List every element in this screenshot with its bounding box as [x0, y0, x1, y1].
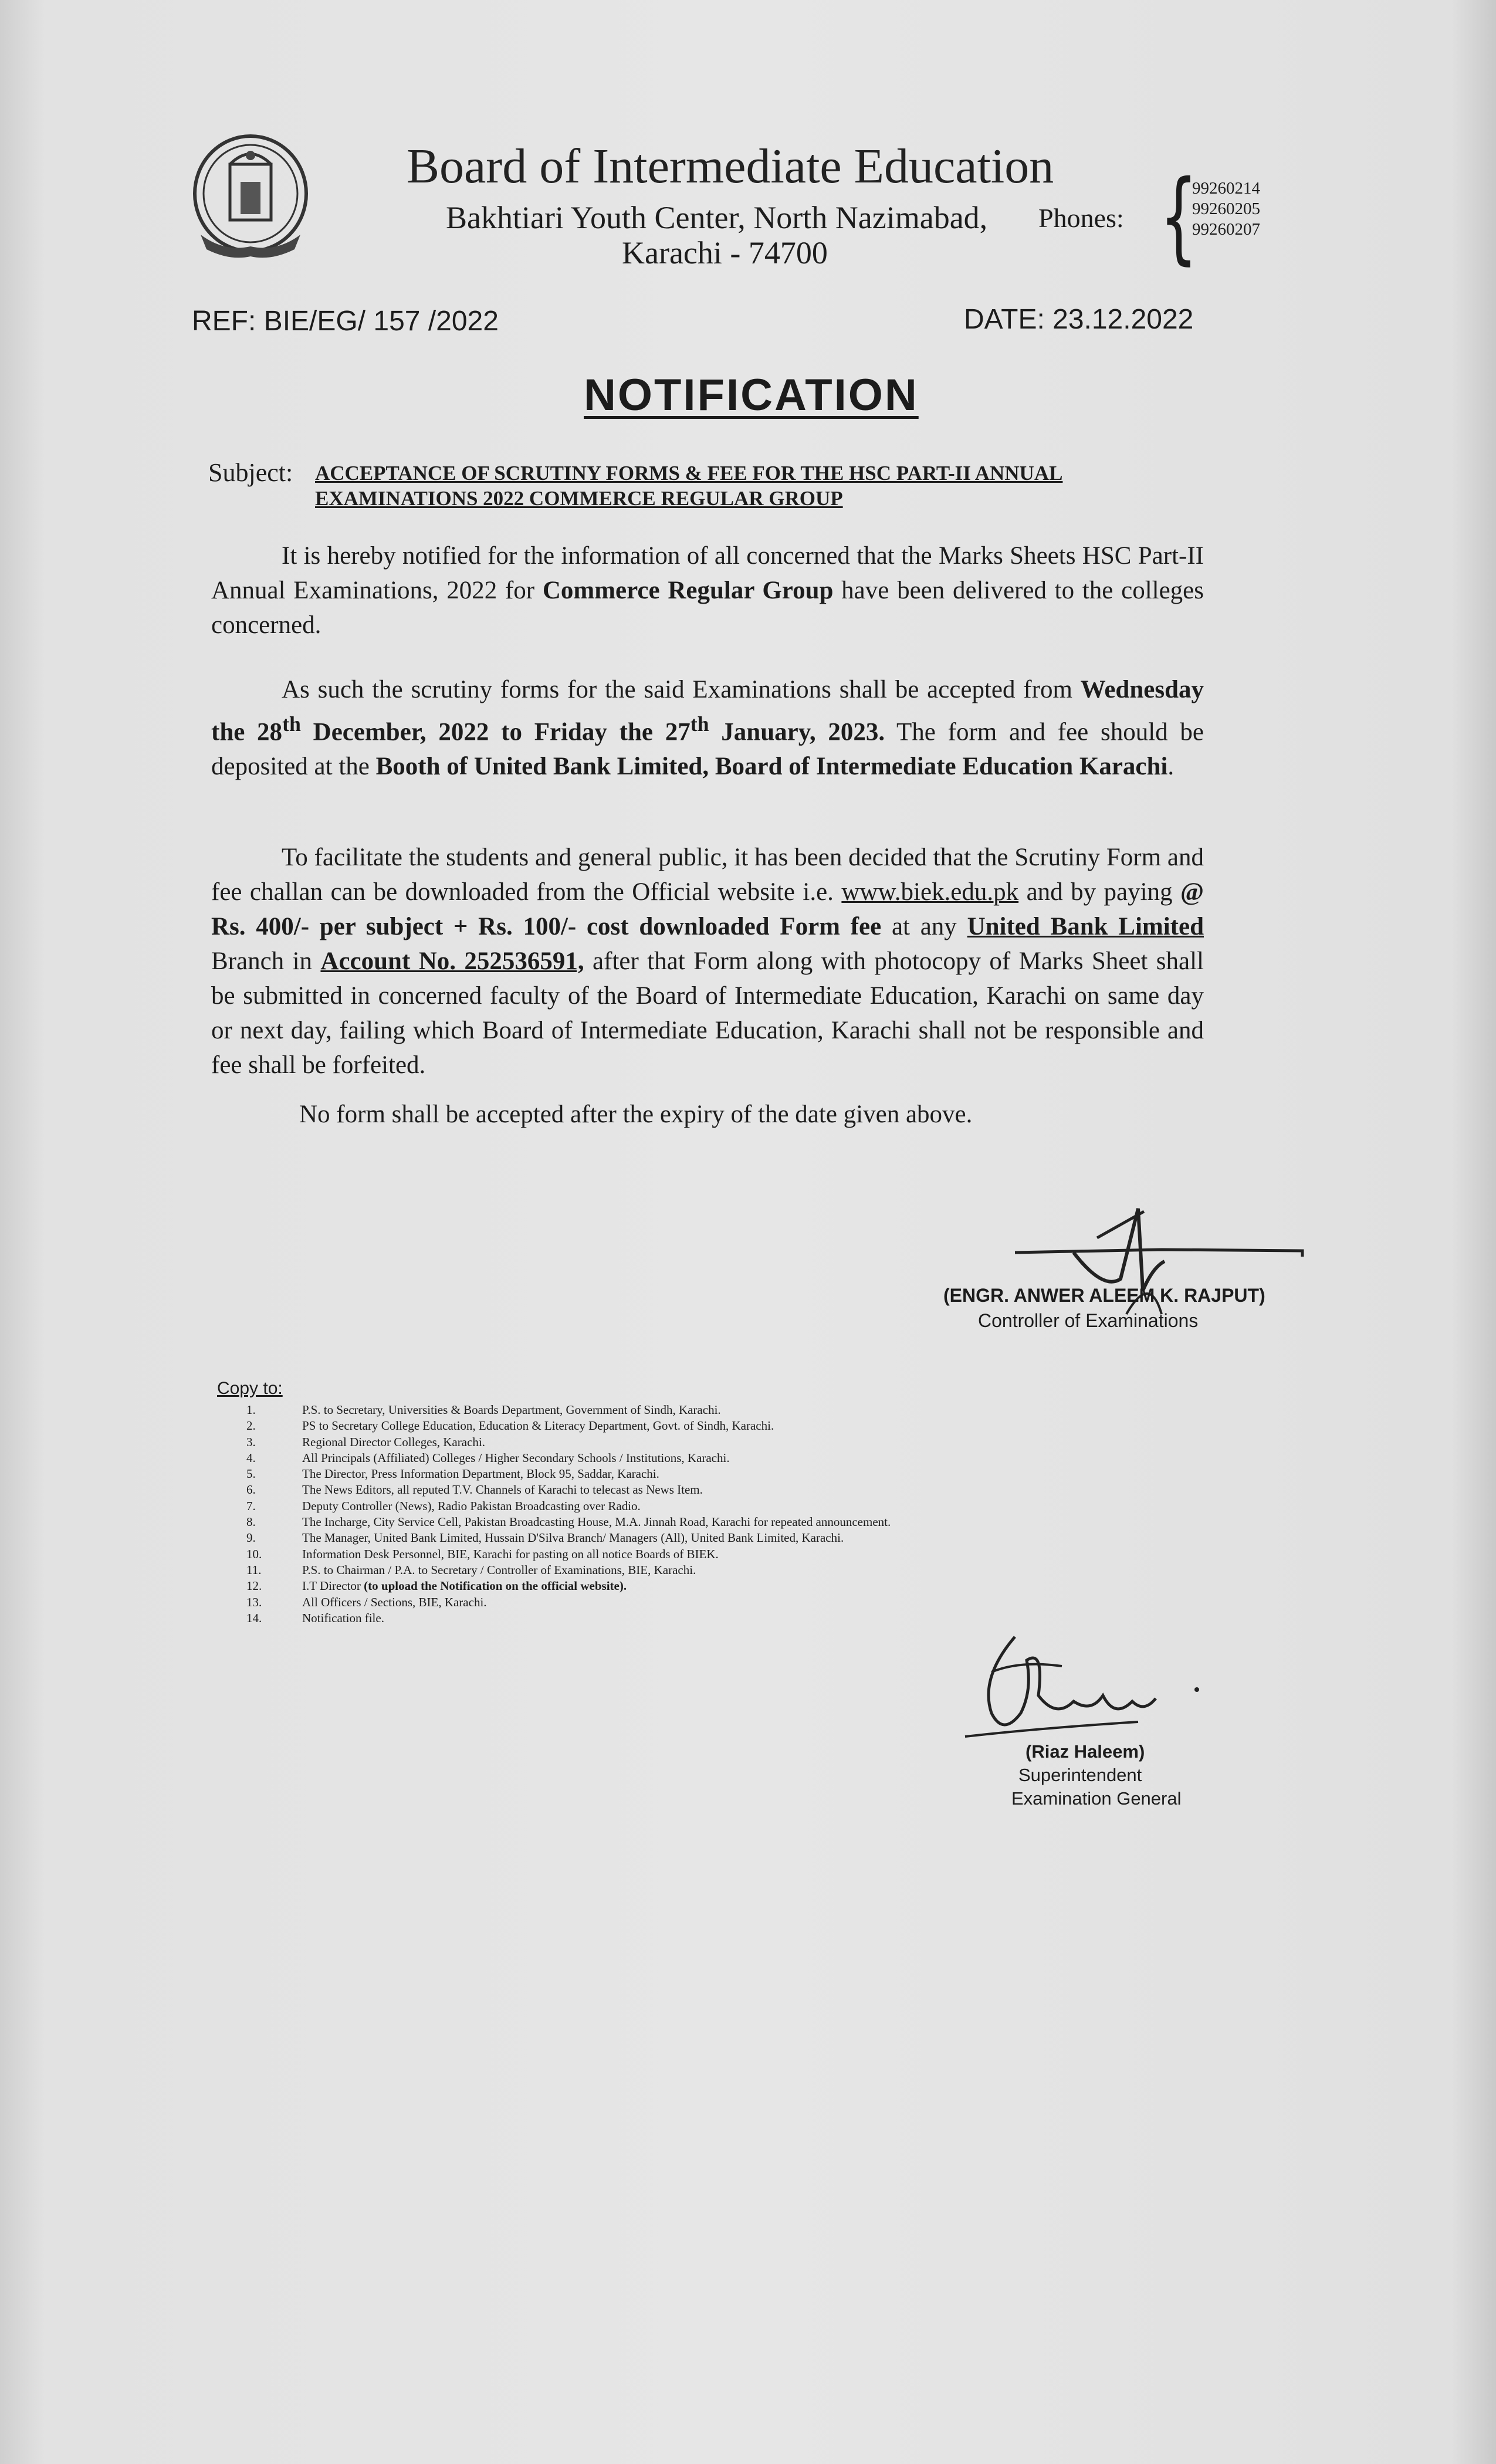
paragraph-text: Branch in — [211, 947, 321, 975]
list-item — [246, 1466, 891, 1482]
item-number: 11. — [246, 1562, 262, 1577]
address-line-1: Bakhtiari Youth Center, North Nazimabad, — [446, 200, 988, 235]
paragraph-text: It is hereby notified for the information of all concerned that the Marks Sheets HSC Part-II Annual Examinations, 2022 for — [211, 542, 1204, 604]
paragraph-text: As such the scrutiny forms for the said Examinations shall be accepted from — [282, 676, 1081, 703]
phone-number: 99260205 — [1192, 199, 1260, 218]
item-number: 6. — [246, 1483, 256, 1497]
item-number: 13. — [246, 1595, 262, 1609]
item-text: The News Editors, all reputed T.V. Channels of Karachi to telecast as News Item. — [302, 1483, 703, 1497]
phone-number: 99260207 — [1192, 220, 1260, 239]
superintendent-signature — [956, 1625, 1214, 1748]
item-text: P.S. to Chairman / P.A. to Secretary / Controller of Examinations, BIE, Karachi. — [302, 1562, 696, 1577]
item-text: All Principals (Affiliated) Colleges / Higher Secondary Schools / Institutions, Karachi. — [302, 1450, 730, 1465]
list-item — [246, 1514, 891, 1530]
signatory-designation: Superintendent — [1018, 1765, 1142, 1785]
subject-label: Subject: — [208, 458, 293, 487]
paragraph-expiry-note — [211, 1097, 1204, 1132]
copy-to-list — [246, 1402, 891, 1626]
signatory-name: (Riaz Haleem) — [1025, 1741, 1145, 1762]
paragraph-marksheets-delivered — [211, 539, 1204, 642]
item-number: 9. — [246, 1531, 256, 1545]
item-number: 10. — [246, 1546, 262, 1561]
item-text: Notification file. — [302, 1610, 384, 1625]
item-number: 12. — [246, 1579, 262, 1593]
item-text: PS to Secretary College Education, Education & Literacy Department, Govt. of Sindh, Karachi. — [302, 1419, 774, 1433]
item-number: 5. — [246, 1467, 256, 1481]
reference-number: REF: BIE/EG/ 157 /2022 — [192, 306, 499, 337]
item-text: The Incharge, City Service Cell, Pakistan Broadcasting House, M.A. Jinnah Road, Karachi for repeated announcement. — [302, 1515, 891, 1529]
list-item — [246, 1434, 891, 1450]
paragraph-text: No form shall be accepted after the expiry of the date given above. — [299, 1101, 973, 1128]
list-item — [246, 1498, 891, 1514]
paragraph-text: have been delivered to the colleges concerned. — [211, 577, 1204, 639]
ordinal-suffix: th — [282, 712, 301, 736]
signatory-department: Examination General — [1011, 1788, 1182, 1809]
website-link[interactable]: www.biek.edu.pk — [841, 878, 1019, 906]
list-item — [246, 1402, 891, 1418]
subject-text: ACCEPTANCE OF SCRUTINY FORMS & FEE FOR THE HSC PART-II ANNUAL EXAMINATIONS 2022 COMMERCE REGULAR GROUP — [315, 462, 1063, 510]
item-number: 3. — [246, 1434, 256, 1449]
item-number: 2. — [246, 1419, 256, 1433]
list-item — [246, 1562, 891, 1578]
list-item — [246, 1595, 891, 1610]
list-item — [246, 1530, 891, 1546]
item-bold-text: (to upload the Notification on the official website). — [364, 1579, 627, 1593]
booth-location-text: Booth of United Bank Limited, Board of Intermediate Education Karachi — [375, 753, 1168, 781]
list-item — [246, 1546, 891, 1562]
list-item — [246, 1482, 891, 1498]
item-text: Deputy Controller (News), Radio Pakistan Broadcasting over Radio. — [302, 1498, 641, 1513]
paragraph-text: and by paying — [1018, 878, 1180, 906]
end-year-text: January, 2023. — [709, 718, 885, 746]
board-logo-emblem — [189, 132, 312, 264]
item-text: All Officers / Sections, BIE, Karachi. — [302, 1595, 487, 1609]
item-number: 1. — [246, 1403, 256, 1417]
phone-number: 99260214 — [1192, 179, 1260, 198]
ordinal-suffix: th — [690, 712, 709, 736]
paragraph-download-instructions — [211, 840, 1204, 1082]
document-date: DATE: 23.12.2022 — [964, 304, 1194, 335]
organization-name: Board of Intermediate Education — [407, 139, 1054, 194]
item-number: 7. — [246, 1498, 256, 1513]
bank-name-text: United Bank Limited — [967, 913, 1204, 940]
item-number: 8. — [246, 1515, 256, 1529]
document-title: NOTIFICATION — [584, 370, 919, 420]
address-line-2: Karachi - 74700 — [622, 235, 828, 270]
copy-to-label: Copy to: — [217, 1379, 283, 1398]
end-date-text: December, 2022 to Friday the 27 — [300, 718, 691, 746]
fee-amount-text: @ Rs. 400/- per subject + Rs. 100/- cost downloaded Form fee — [211, 878, 1204, 940]
paragraph-bold-text: Commerce Regular Group — [542, 577, 834, 604]
paragraph-text: at any — [881, 913, 967, 940]
item-text: Information Desk Personnel, BIE, Karachi for pasting on all notice Boards of BIEK. — [302, 1546, 719, 1561]
phones-label: Phones: — [1038, 203, 1124, 233]
list-item — [246, 1610, 891, 1626]
start-date-text: Wednesday the 28 — [211, 676, 1204, 746]
paragraph-text: To facilitate the students and general public, it has been decided that the Scrutiny Form and fee challan can be downloaded from the Official website i.e. — [211, 844, 1204, 906]
paragraph-text: after that Form along with photocopy of Marks Sheet shall be submitted in concerned faculty of the Board of Intermediate Education, Karachi on same day or next day, failing which Board of Intermediate Education, Karachi shall not be responsible and fee shall be forfeited. — [211, 947, 1204, 1079]
signatory-designation: Controller of Examinations — [978, 1310, 1199, 1331]
paragraph-text: The form and fee should be deposited at the — [211, 718, 1204, 781]
item-text: The Director, Press Information Department, Block 95, Saddar, Karachi. — [302, 1467, 659, 1481]
item-text: The Manager, United Bank Limited, Hussain D'Silva Branch/ Managers (All), United Bank Limited, Karachi. — [302, 1531, 844, 1545]
paragraph-acceptance-dates — [211, 672, 1204, 784]
item-text: I.T Director — [302, 1579, 364, 1593]
item-number: 4. — [246, 1450, 256, 1465]
item-text: Regional Director Colleges, Karachi. — [302, 1434, 485, 1449]
curly-brace-icon: { — [1159, 159, 1198, 275]
account-number-text: Account No. 252536591, — [320, 947, 584, 975]
list-item — [246, 1418, 891, 1434]
paragraph-text: . — [1167, 753, 1175, 781]
list-item — [246, 1450, 891, 1466]
list-item — [246, 1578, 891, 1594]
signatory-name: (ENGR. ANWER ALEEM K. RAJPUT) — [943, 1285, 1265, 1306]
item-text: P.S. to Secretary, Universities & Boards Department, Government of Sindh, Karachi. — [302, 1403, 721, 1417]
item-number: 14. — [246, 1610, 262, 1625]
